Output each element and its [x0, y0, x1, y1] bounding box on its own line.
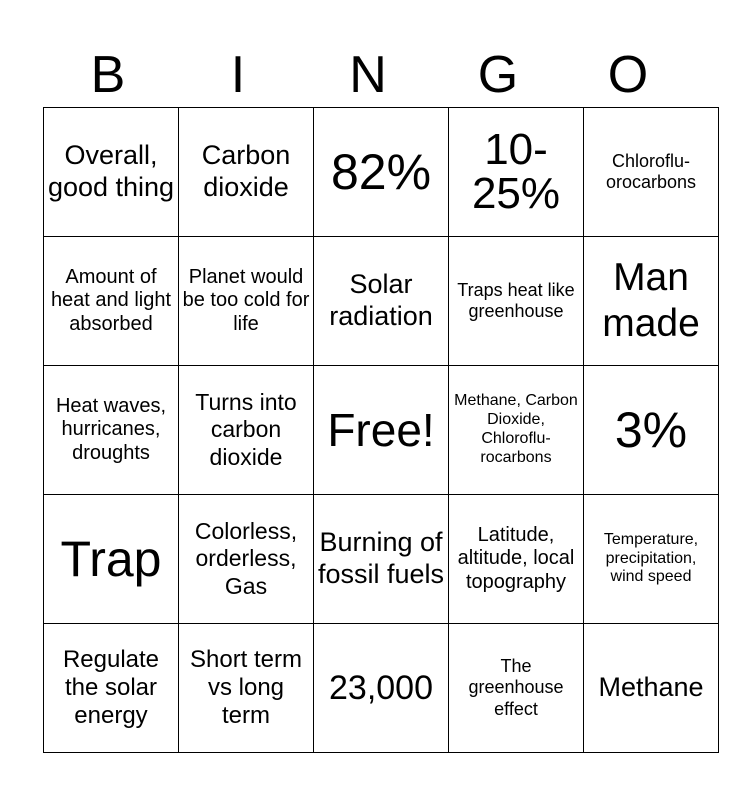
bingo-board	[43, 107, 719, 753]
board-row	[44, 366, 719, 495]
bingo-cell[interactable]: Man made	[584, 237, 719, 366]
bingo-cell[interactable]: Latitude, altitude, local topography	[449, 495, 584, 624]
bingo-cell[interactable]: Traps heat like greenhouse	[449, 237, 584, 366]
bingo-cell[interactable]: Amount of heat and light absorbed	[44, 237, 179, 366]
bingo-cell[interactable]: Solar radiation	[314, 237, 449, 366]
header-letter-i: I	[230, 46, 246, 104]
bingo-cell[interactable]: Burning of fossil fuels	[314, 495, 449, 624]
bingo-cell[interactable]: Trap	[44, 495, 179, 624]
bingo-cell[interactable]: Chloroflu-orocarbons	[584, 108, 719, 237]
bingo-cell[interactable]: Methane	[584, 624, 719, 753]
bingo-cell[interactable]: 10-25%	[449, 108, 584, 237]
board-row	[44, 624, 719, 753]
board-row	[44, 237, 719, 366]
header-letter-o: O	[607, 46, 649, 104]
bingo-cell[interactable]: Methane, Carbon Dioxide, Chloroflu-rocarbons	[449, 366, 584, 495]
bingo-cell[interactable]: Overall, good thing	[44, 108, 179, 237]
bingo-cell[interactable]: Turns into carbon dioxide	[179, 366, 314, 495]
bingo-cell[interactable]: 3%	[584, 366, 719, 495]
board-row	[44, 495, 719, 624]
bingo-header	[43, 42, 693, 108]
bingo-cell[interactable]: Heat waves, hurricanes, droughts	[44, 366, 179, 495]
free-space[interactable]: Free!	[314, 366, 449, 495]
bingo-cell[interactable]: Colorless, orderless, Gas	[179, 495, 314, 624]
bingo-cell[interactable]: Short term vs long term	[179, 624, 314, 753]
bingo-cell[interactable]: Regulate the solar energy	[44, 624, 179, 753]
bingo-cell[interactable]: Planet would be too cold for life	[179, 237, 314, 366]
board-row	[44, 108, 719, 237]
bingo-cell[interactable]: Temperature, precipitation, wind speed	[584, 495, 719, 624]
header-letter-g: G	[477, 46, 519, 104]
bingo-cell[interactable]: 82%	[314, 108, 449, 237]
header-letter-n: N	[349, 46, 387, 104]
bingo-cell[interactable]: 23,000	[314, 624, 449, 753]
bingo-cell[interactable]: The greenhouse effect	[449, 624, 584, 753]
header-letter-b: B	[90, 46, 126, 104]
bingo-cell[interactable]: Carbon dioxide	[179, 108, 314, 237]
